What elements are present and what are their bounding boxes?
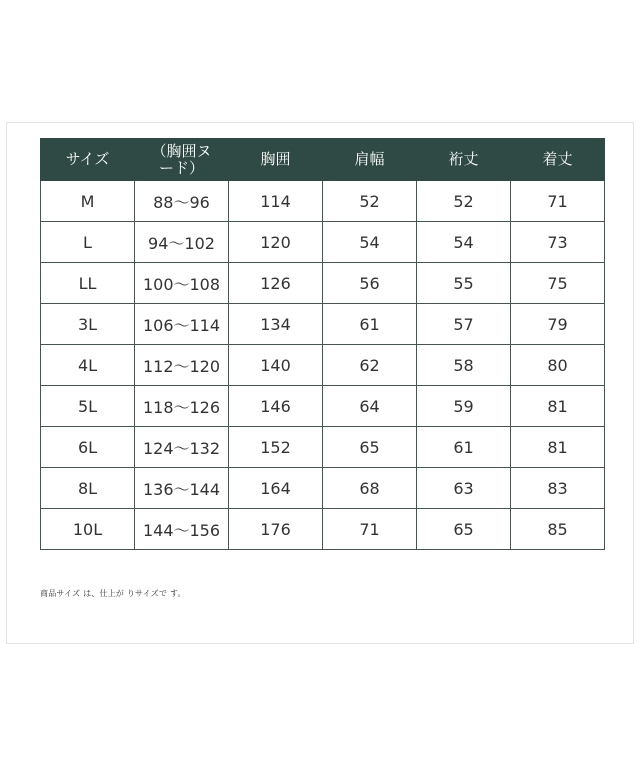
cell-size: 4L bbox=[41, 345, 135, 386]
cell-chest-nude: 100～108 bbox=[135, 263, 229, 304]
cell-body-length: 71 bbox=[511, 181, 605, 222]
table-row bbox=[41, 345, 605, 386]
header-row bbox=[41, 139, 605, 181]
cell-size: 10L bbox=[41, 509, 135, 550]
cell-body-length: 73 bbox=[511, 222, 605, 263]
cell-size: 5L bbox=[41, 386, 135, 427]
cell-size: 8L bbox=[41, 468, 135, 509]
cell-chest-nude: 88～96 bbox=[135, 181, 229, 222]
size-table bbox=[40, 138, 605, 550]
cell-shoulder-width: 68 bbox=[323, 468, 417, 509]
table-row bbox=[41, 427, 605, 468]
cell-chest: 176 bbox=[229, 509, 323, 550]
header-chest-nude-line1: （胸囲ヌ bbox=[151, 141, 212, 160]
cell-sleeve-length: 65 bbox=[417, 509, 511, 550]
cell-chest-nude: 106～114 bbox=[135, 304, 229, 345]
cell-shoulder-width: 61 bbox=[323, 304, 417, 345]
cell-chest-nude: 118～126 bbox=[135, 386, 229, 427]
cell-chest-nude: 124～132 bbox=[135, 427, 229, 468]
cell-size: LL bbox=[41, 263, 135, 304]
cell-shoulder-width: 65 bbox=[323, 427, 417, 468]
cell-sleeve-length: 57 bbox=[417, 304, 511, 345]
header-body-length: 着丈 bbox=[511, 139, 605, 181]
cell-body-length: 81 bbox=[511, 427, 605, 468]
cell-shoulder-width: 54 bbox=[323, 222, 417, 263]
cell-body-length: 75 bbox=[511, 263, 605, 304]
cell-chest: 120 bbox=[229, 222, 323, 263]
header-size: サイズ bbox=[41, 139, 135, 181]
cell-body-length: 85 bbox=[511, 509, 605, 550]
cell-shoulder-width: 71 bbox=[323, 509, 417, 550]
table-row bbox=[41, 222, 605, 263]
cell-sleeve-length: 55 bbox=[417, 263, 511, 304]
cell-shoulder-width: 62 bbox=[323, 345, 417, 386]
table-row bbox=[41, 509, 605, 550]
cell-chest: 146 bbox=[229, 386, 323, 427]
cell-size: 6L bbox=[41, 427, 135, 468]
cell-chest-nude: 94～102 bbox=[135, 222, 229, 263]
cell-sleeve-length: 63 bbox=[417, 468, 511, 509]
cell-shoulder-width: 52 bbox=[323, 181, 417, 222]
cell-body-length: 83 bbox=[511, 468, 605, 509]
cell-sleeve-length: 52 bbox=[417, 181, 511, 222]
header-chest-nude-line2: ード） bbox=[158, 158, 204, 177]
size-note: 商品サイズ は、仕上が りサイズで す。 bbox=[40, 589, 186, 598]
cell-body-length: 81 bbox=[511, 386, 605, 427]
cell-chest-nude: 136～144 bbox=[135, 468, 229, 509]
cell-chest-nude: 144～156 bbox=[135, 509, 229, 550]
cell-chest: 140 bbox=[229, 345, 323, 386]
cell-chest-nude: 112～120 bbox=[135, 345, 229, 386]
table-row bbox=[41, 181, 605, 222]
cell-chest: 152 bbox=[229, 427, 323, 468]
cell-sleeve-length: 54 bbox=[417, 222, 511, 263]
cell-size: L bbox=[41, 222, 135, 263]
cell-chest: 114 bbox=[229, 181, 323, 222]
cell-chest: 126 bbox=[229, 263, 323, 304]
cell-sleeve-length: 59 bbox=[417, 386, 511, 427]
table-row bbox=[41, 263, 605, 304]
header-shoulder-width: 肩幅 bbox=[323, 139, 417, 181]
table-row bbox=[41, 468, 605, 509]
cell-size: 3L bbox=[41, 304, 135, 345]
table-row bbox=[41, 386, 605, 427]
table-row bbox=[41, 304, 605, 345]
cell-size: M bbox=[41, 181, 135, 222]
cell-body-length: 80 bbox=[511, 345, 605, 386]
size-table-body bbox=[41, 181, 605, 550]
cell-chest: 164 bbox=[229, 468, 323, 509]
size-table-header bbox=[41, 139, 605, 181]
cell-sleeve-length: 61 bbox=[417, 427, 511, 468]
cell-shoulder-width: 64 bbox=[323, 386, 417, 427]
header-chest: 胸囲 bbox=[229, 139, 323, 181]
cell-body-length: 79 bbox=[511, 304, 605, 345]
header-chest-nude bbox=[135, 139, 229, 181]
cell-shoulder-width: 56 bbox=[323, 263, 417, 304]
cell-sleeve-length: 58 bbox=[417, 345, 511, 386]
cell-chest: 134 bbox=[229, 304, 323, 345]
header-sleeve-length: 裄丈 bbox=[417, 139, 511, 181]
